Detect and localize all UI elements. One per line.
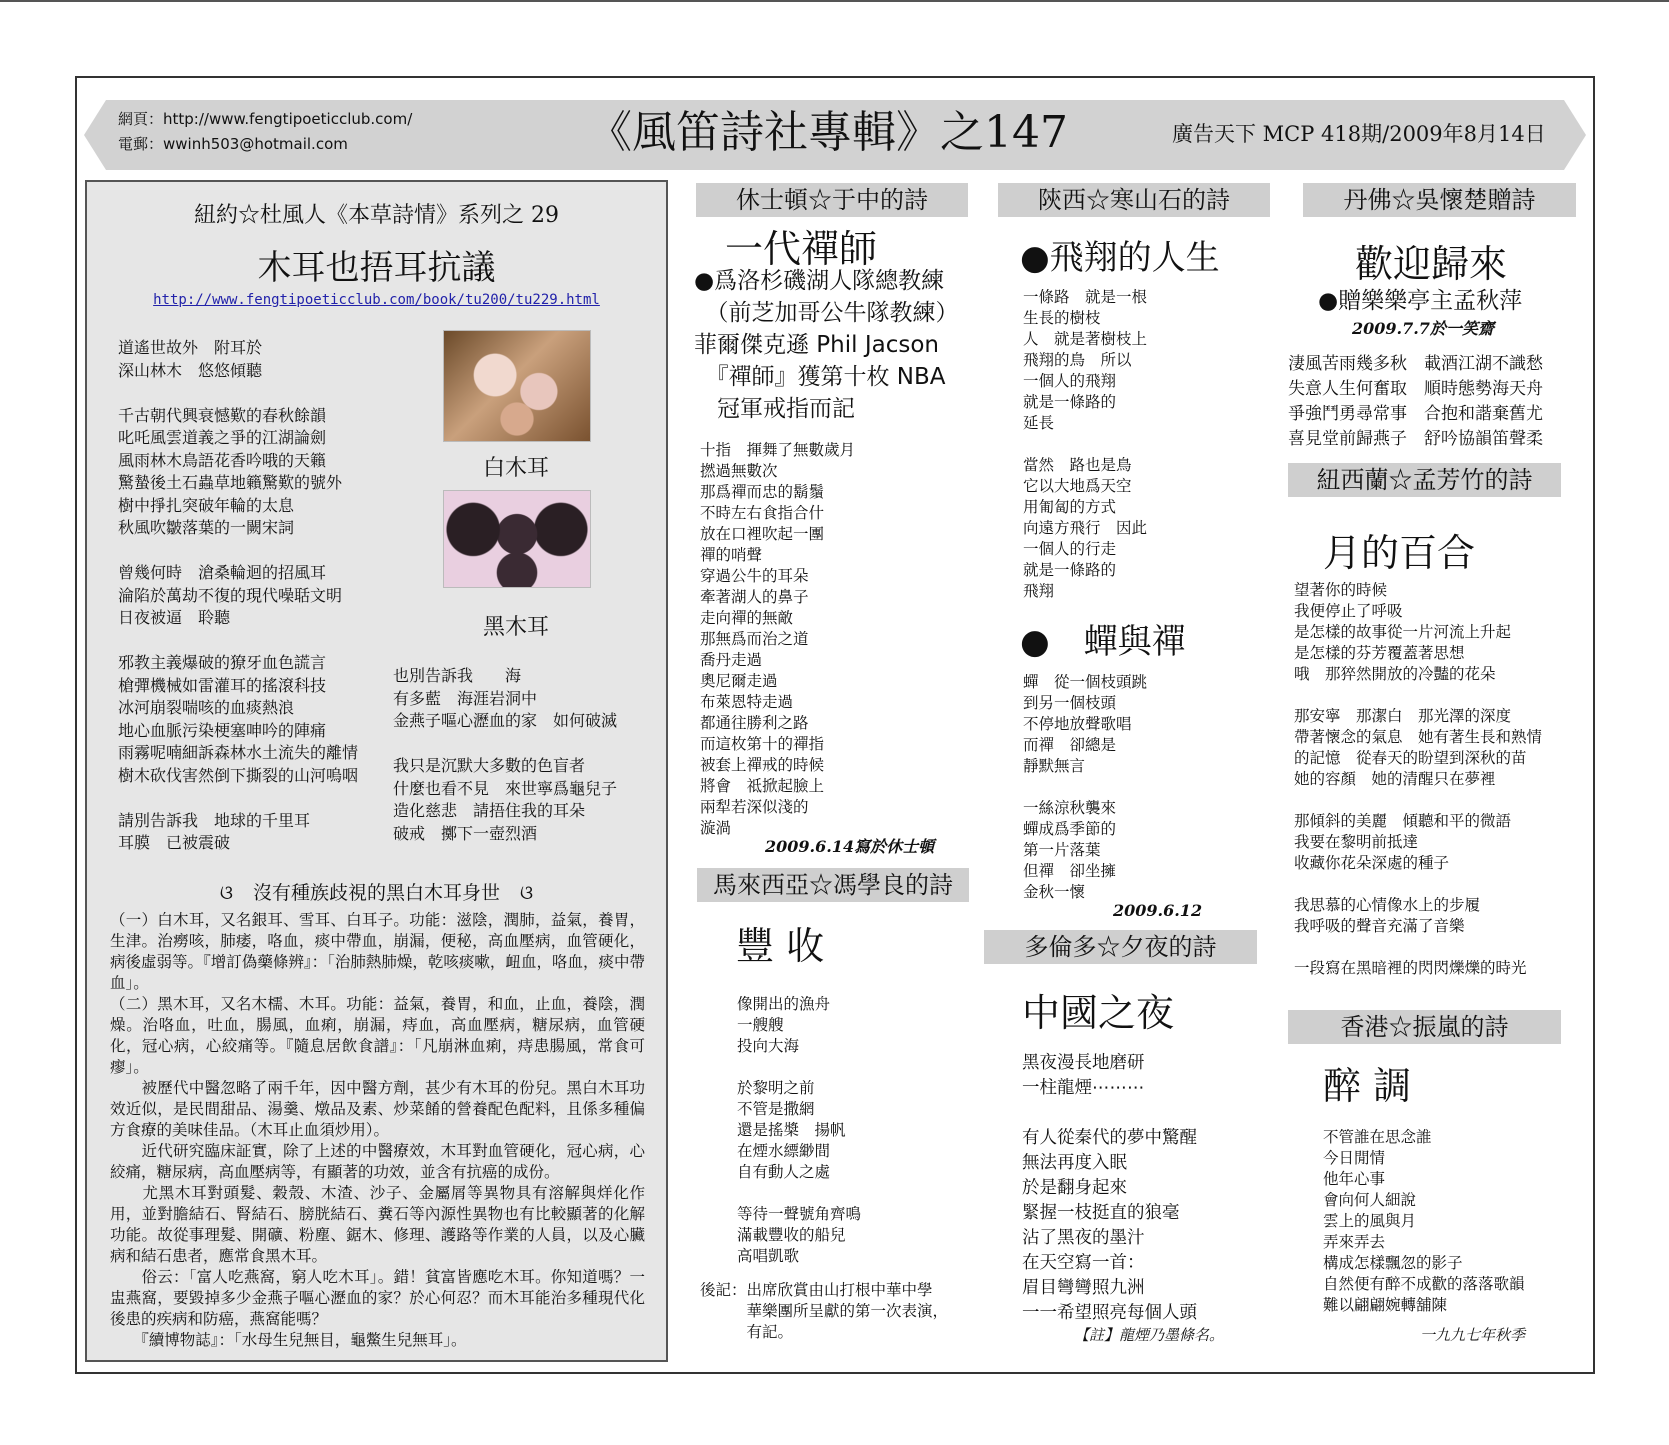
col4-poem: 淒風苦雨幾多秋 載酒江湖不識愁 失意人生何奮取 順時態勢海天舟 爭強鬥勇尋常事 合抱和諧棄舊尤 喜見堂前歸燕子 舒吟協韻笛聲柔 — [1288, 354, 1543, 449]
white-fungus-image — [443, 330, 591, 442]
ornament-left-icon: ଓ — [219, 882, 233, 904]
col3-title2: ● 蟬與禪 — [1020, 622, 1186, 662]
col4-header3: 香港☆振嵐的詩 — [1288, 1010, 1561, 1044]
essay-paragraph: （一）白木耳，又名銀耳、雪耳、白耳子。功能：滋陰，潤肺，益氣，養胃，生津。治癆咳，肺痿，咯血，痰中帶血，崩漏，便秘，高血壓病，血管硬化，病後虛弱等。『增訂偽藥條辨』：「治肺熱肺燥，乾咳痰嗽，衄血，咯血，痰中帶血」。 — [110, 911, 645, 992]
col2-subtitle: ●爲洛杉磯湖人隊總教練 （前芝加哥公牛隊教練） 菲爾傑克遜 Phil Jacson 『禪師』獲第十枚 NBA 冠軍戒指而記 — [694, 268, 959, 422]
col3-poem2: 蟬 從一個枝頭跳 到另一個枝頭 不停地放聲歌唱 而禪 卻總是 靜默無言 一絲涼秋襲來 蟬成爲季節的 第一片落葉 但禪 卻坐擁 金秋一懷 — [1023, 673, 1148, 901]
col3-header2: 多倫多☆夕夜的詩 — [984, 930, 1257, 964]
col4-subtitle: ●贈樂樂亭主孟秋萍 — [1318, 288, 1523, 314]
essay-heading — [87, 878, 666, 905]
essay-title: 沒有種族歧視的黑白木耳身世 — [252, 882, 500, 904]
col2-header2: 馬來西亞☆馮學良的詩 — [697, 868, 969, 902]
col4-title3: 醉 調 — [1323, 1064, 1412, 1108]
email-text: 電郵：wwinh503@hotmail.com — [118, 135, 348, 153]
col4-date: 2009.7.7於一笑齋 — [1352, 319, 1494, 338]
col2-title: 一代禪師 — [725, 227, 878, 271]
article-title: 木耳也捂耳抗議 — [257, 248, 496, 288]
header-contact — [118, 107, 412, 157]
website-text: 網頁：http://www.fengtipoeticclub.com/ — [118, 110, 413, 128]
top-rule — [0, 0, 1669, 2]
col2-date: 2009.6.14寫於休士頓 — [765, 837, 935, 856]
series-title: 紐約☆杜風人《本草詩情》系列之 29 — [194, 203, 559, 228]
ornament-right-icon: ଓ — [520, 882, 534, 904]
essay-paragraph: 被歷代中醫忽略了兩千年，因中醫方劑，甚少有木耳的份兒。黑白木耳功效近似，是民間甜品、湯羹、燉品及素、炒菜餚的營養配色配料，且係多種偏方食療的美味佳品。（木耳止血須炒用）。 — [110, 1079, 645, 1139]
col2-poem: 十指 揮舞了無數歲月 撚過無數次 那爲禪而忠的鬍鬚 不時左右食指合什 放在口裡吹起一團 禪的哨聲 穿過公牛的耳朵 牽著湖人的鼻子 走向禪的無敵 那無爲而治之道 喬丹走過 奧尼爾走過 布萊恩特走過 都通往勝利之路 而這枚第十的禪指 被套上禪戒的時候 將會 祗掀起臉上 兩犁若深似淺的 漩渦 — [700, 441, 856, 837]
col3-poem: 一條路 就是一根 生長的樹枝 人 就是著樹枝上 飛翔的鳥 所以 一個人的飛翔 就是一條路的 延長 當然 路也是鳥 它以大地爲天空 用匍匐的方式 向遠方飛行 因此 一個人的行走 就是一條路的 飛翔 — [1023, 288, 1148, 600]
essay-paragraph: 近代研究臨床証實，除了上述的中醫療效，木耳對血管硬化，冠心病，心絞痛，糖尿病，高血壓病等，有顯著的功效，並含有抗癌的成份。 — [110, 1142, 645, 1181]
essay-paragraph: 尤黑木耳對頭髮、穀殼、木渣、沙子、金屬屑等異物具有溶解與烊化作用，並對膽結石、腎結石、膀胱結石、糞石等內源性異物也有比較顯著的化解功能。故從事理髮、開礦、粉塵、鋸木、修理、護路等作業的人員，以及心臟病和結石患者，應常食黑木耳。 — [110, 1184, 645, 1265]
essay-paragraph: 『續博物誌』：「水母生兒無目，龜鱉生兒無耳」。 — [110, 1331, 467, 1349]
col2-title2: 豐 收 — [736, 924, 825, 968]
col3-title3: 中國之夜 — [1022, 991, 1175, 1035]
col3-header: 陝西☆寒山石的詩 — [998, 183, 1270, 217]
essay-body — [110, 910, 645, 1351]
black-fungus-label: 黑木耳 — [482, 615, 549, 640]
col2-poem2: 像開出的漁舟 一艘艘 投向大海 於黎明之前 不管是撒網 還是搖槳 揚帆 在煙水縹緲間 自有動人之處 等待一聲號角齊鳴 滿載豐收的船兒 高唱凱歌 — [737, 995, 862, 1265]
col2-header: 休士頓☆于中的詩 — [696, 183, 968, 217]
white-fungus-label: 白木耳 — [482, 456, 549, 481]
col3-footnote: 【註】龍煙乃墨條名。 — [1074, 1326, 1225, 1344]
col3-poem3: 黑夜漫長地磨研 一柱龍煙⋯⋯⋯ 有人從秦代的夢中驚醒 無法再度入眠 於是翻身起來 緊握一枝挺直的狼毫 沾了黑夜的墨汁 在天空寫一首： 眉目彎彎照九洲 一一希望照亮每個人頭 — [1022, 1053, 1197, 1323]
essay-paragraph: 俗云：「富人吃燕窩，窮人吃木耳」。錯！貧富皆應吃木耳。你知道嗎？一盅燕窩，要毀掉多少金燕子嘔心瀝血的家？於心何忍？而木耳能治多種現代化後患的疾病和防癌，燕窩能嗎？ — [110, 1268, 645, 1328]
essay-paragraph: （二）黑木耳，又名木檽、木耳。功能：益氣，養胃，和血，止血，養陰，潤燥。治咯血，吐血，腸風，血痢，崩漏，痔血，高血壓病，糖尿病，血管硬化，冠心病，心絞痛等。『隨息居飲食譜』：「凡崩淋血痢，痔患腸風，常食可瘳」。 — [110, 995, 645, 1076]
col4-poem2: 望著你的時候 我便停止了呼吸 是怎樣的故事從一片河流上升起 是怎樣的芬芳覆蓋著思想 哦 那猝然開放的冷豔的花朵 那安寧 那潔白 那光澤的深度 帶著懷念的氣息 她有著生長和熟情 的記憶 從春天的盼望到深秋的苗 她的容顏 她的清醒只在夢裡 那傾斜的美麗 傾聽和平的微語 我要在黎明前抵達 收藏你花朵深處的種子 我思慕的心情像水上的步履 我呼吸的聲音充滿了音樂 一段寫在黑暗裡的閃閃爍爍的時光 — [1294, 581, 1543, 977]
page-title: 《風笛詩社專輯》之147 — [588, 107, 1068, 158]
poem-side: 也別告訴我 海 有多藍 海涯岩洞中 金燕子嘔心瀝血的家 如何破滅 我只是沉默大多數的色盲者 什麼也看不見 來世寧爲龜兒子 造化慈悲 請捂住我的耳朵 破戒 擲下一壺烈酒 — [393, 666, 618, 843]
col2-note: 後記：出席欣賞由山打根中華中學 華樂團所呈獻的第一次表演， 有記。 — [700, 1281, 949, 1341]
col4-header: 丹佛☆吳懷楚贈詩 — [1303, 183, 1576, 217]
col3-title: ●飛翔的人生 — [1020, 238, 1220, 278]
col3-date: 2009.6.12 — [1113, 901, 1203, 920]
col4-poem3: 不管誰在思念誰 今日閒情 他年心事 會向何人細說 雲上的風與月 弄來弄去 構成怎樣飄忽的影子 自然便有醉不成歡的落落歌韻 難以翩翩婉轉舖陳 — [1323, 1128, 1525, 1314]
col4-header2: 紐西蘭☆孟芳竹的詩 — [1288, 463, 1561, 497]
col4-title2: 月的百合 — [1323, 531, 1476, 575]
col4-title: 歡迎歸來 — [1355, 242, 1508, 286]
article-link[interactable]: http://www.fengtipoeticclub.com/book/tu200/tu229.html — [153, 292, 600, 308]
poem-main: 道遙世故外 附耳於 深山林木 悠悠傾聽 千古朝代興衰憾歎的春秋餘韻 叱吒風雲道義之爭的江湖論劍 風雨林木鳥語花香吟哦的天籟 驚蟄後土石蟲草地籟驚歎的號外 樹中掙扎突破年輪的太息 秋風吹皺落葉的一闕宋詞 曾幾何時 滄桑輪迴的招風耳 淪陷於萬劫不復的現代噪聒文明 日夜被逼 聆聽 邪教主義爆破的獠牙血色謊言 槍彈機械如雷灌耳的搖滾科技 冰河崩裂喘咳的血痰熱浪 地心血脈污染梗塞呻吟的陣痛 雨霧呢喃細訴森林水土流失的離情 樹木砍伐害然倒下撕裂的山河嗚咽 請別告訴我 地球的千里耳 耳膜 已被震破 — [118, 338, 359, 852]
black-fungus-image — [443, 490, 591, 588]
issue-info: 廣告天下 MCP 418期/2009年8月14日 — [1172, 122, 1546, 146]
col4-date3: 一九九七年秋季 — [1420, 1326, 1526, 1344]
